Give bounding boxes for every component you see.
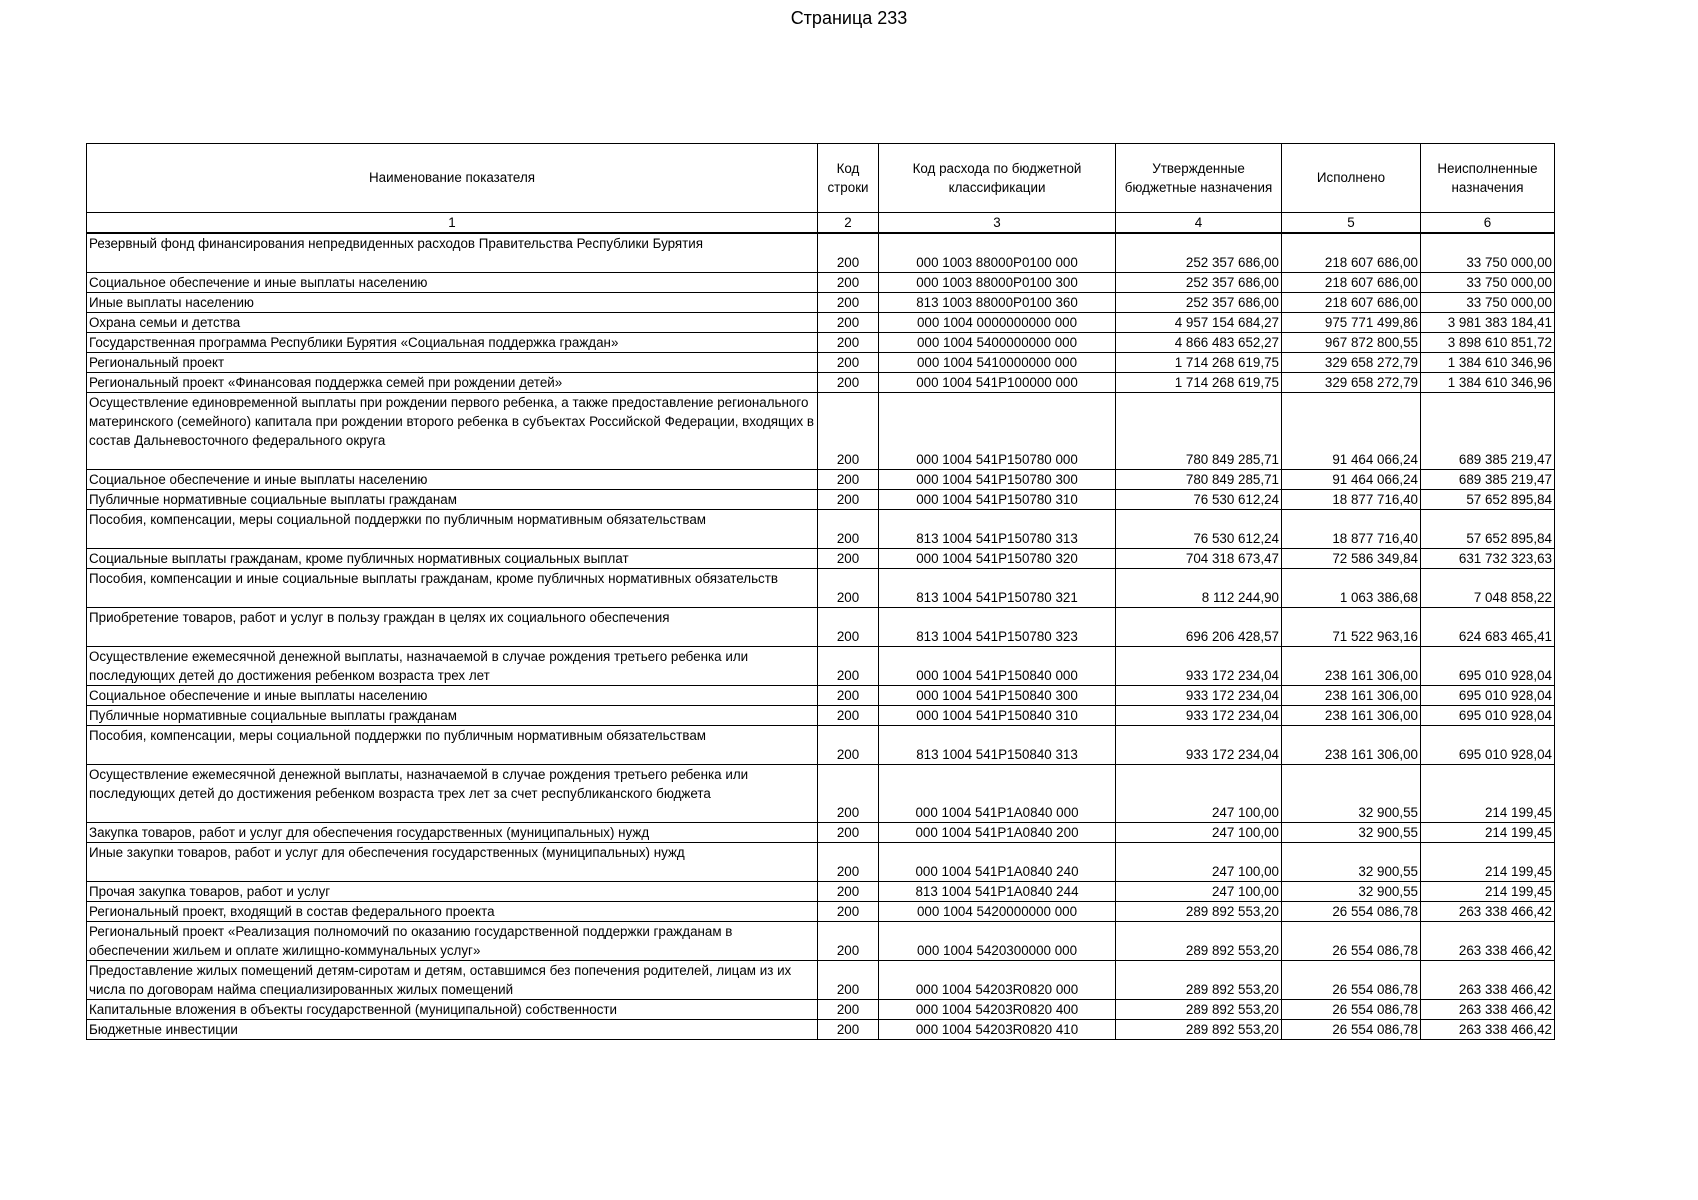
row-name-cell: Социальное обеспечение и иные выплаты населению [87, 470, 818, 490]
row-line-code-cell: 200 [818, 373, 879, 393]
table-row [87, 882, 1555, 902]
table-row [87, 686, 1555, 706]
row-name-cell: Государственная программа Республики Бурятия «Социальная поддержка граждан» [87, 333, 818, 353]
row-kbk-cell: 000 1004 54203R0820 000 [879, 961, 1116, 1000]
row-name-cell: Осуществление ежемесячной денежной выплаты, назначаемой в случае рождения третьего ребенка или последующих детей до достижения ребенком возраста трех лет за счет республиканского бюджета [87, 765, 818, 823]
row-name-cell: Иные закупки товаров, работ и услуг для обеспечения государственных (муниципальных) нужд [87, 843, 818, 882]
row-unexecuted-cell: 3 898 610 851,72 [1421, 333, 1555, 353]
row-name-cell: Прочая закупка товаров, работ и услуг [87, 882, 818, 902]
row-executed-cell: 238 161 306,00 [1282, 686, 1421, 706]
header-executed: Исполнено [1282, 144, 1421, 213]
row-line-code-cell: 200 [818, 233, 879, 273]
row-kbk-cell: 000 1004 541P150780 300 [879, 470, 1116, 490]
table-row [87, 233, 1555, 273]
row-approved-cell: 289 892 553,20 [1116, 922, 1282, 961]
row-kbk-cell: 000 1004 54203R0820 410 [879, 1020, 1116, 1040]
row-approved-cell: 4 866 483 652,27 [1116, 333, 1282, 353]
row-unexecuted-cell: 33 750 000,00 [1421, 233, 1555, 273]
row-executed-cell: 218 607 686,00 [1282, 293, 1421, 313]
row-name-cell: Бюджетные инвестиции [87, 1020, 818, 1040]
row-line-code-cell: 200 [818, 470, 879, 490]
row-line-code-cell: 200 [818, 765, 879, 823]
row-kbk-cell: 000 1004 5420300000 000 [879, 922, 1116, 961]
row-executed-cell: 18 877 716,40 [1282, 510, 1421, 549]
row-unexecuted-cell: 263 338 466,42 [1421, 922, 1555, 961]
row-unexecuted-cell: 33 750 000,00 [1421, 273, 1555, 293]
row-unexecuted-cell: 689 385 219,47 [1421, 470, 1555, 490]
row-executed-cell: 26 554 086,78 [1282, 1020, 1421, 1040]
row-unexecuted-cell: 695 010 928,04 [1421, 726, 1555, 765]
column-number: 4 [1116, 213, 1282, 234]
row-line-code-cell: 200 [818, 823, 879, 843]
row-executed-cell: 967 872 800,55 [1282, 333, 1421, 353]
row-line-code-cell: 200 [818, 313, 879, 333]
row-unexecuted-cell: 624 683 465,41 [1421, 608, 1555, 647]
row-name-cell: Социальные выплаты гражданам, кроме публичных нормативных социальных выплат [87, 549, 818, 569]
row-approved-cell: 933 172 234,04 [1116, 686, 1282, 706]
row-name-cell: Резервный фонд финансирования непредвиденных расходов Правительства Республики Бурятия [87, 233, 818, 273]
row-unexecuted-cell: 1 384 610 346,96 [1421, 353, 1555, 373]
row-unexecuted-cell: 631 732 323,63 [1421, 549, 1555, 569]
row-unexecuted-cell: 214 199,45 [1421, 765, 1555, 823]
row-approved-cell: 933 172 234,04 [1116, 706, 1282, 726]
row-unexecuted-cell: 263 338 466,42 [1421, 1000, 1555, 1020]
row-unexecuted-cell: 263 338 466,42 [1421, 1020, 1555, 1040]
row-approved-cell: 252 357 686,00 [1116, 293, 1282, 313]
row-line-code-cell: 200 [818, 1000, 879, 1020]
column-number-row [87, 213, 1555, 234]
row-kbk-cell: 813 1004 541P150780 321 [879, 569, 1116, 608]
row-kbk-cell: 000 1004 541P150840 000 [879, 647, 1116, 686]
table-row [87, 706, 1555, 726]
header-kbk: Код расхода по бюджетной классификации [879, 144, 1116, 213]
row-kbk-cell: 000 1004 5420000000 000 [879, 902, 1116, 922]
row-kbk-cell: 000 1004 541P1A0840 000 [879, 765, 1116, 823]
row-kbk-cell: 000 1004 541P1A0840 240 [879, 843, 1116, 882]
table-row [87, 313, 1555, 333]
row-name-cell: Пособия, компенсации, меры социальной поддержки по публичным нормативным обязательствам [87, 510, 818, 549]
row-line-code-cell: 200 [818, 549, 879, 569]
row-approved-cell: 933 172 234,04 [1116, 726, 1282, 765]
table-row [87, 647, 1555, 686]
table-row [87, 393, 1555, 470]
row-line-code-cell: 200 [818, 608, 879, 647]
row-kbk-cell: 000 1004 541P100000 000 [879, 373, 1116, 393]
row-kbk-cell: 000 1004 54203R0820 400 [879, 1000, 1116, 1020]
row-line-code-cell: 200 [818, 902, 879, 922]
table-row [87, 961, 1555, 1000]
row-executed-cell: 72 586 349,84 [1282, 549, 1421, 569]
row-approved-cell: 252 357 686,00 [1116, 273, 1282, 293]
row-unexecuted-cell: 1 384 610 346,96 [1421, 373, 1555, 393]
table-row [87, 569, 1555, 608]
row-name-cell: Пособия, компенсации, меры социальной поддержки по публичным нормативным обязательствам [87, 726, 818, 765]
row-approved-cell: 1 714 268 619,75 [1116, 353, 1282, 373]
row-line-code-cell: 200 [818, 686, 879, 706]
row-approved-cell: 247 100,00 [1116, 843, 1282, 882]
row-kbk-cell: 813 1004 541P150780 323 [879, 608, 1116, 647]
row-executed-cell: 26 554 086,78 [1282, 961, 1421, 1000]
row-line-code-cell: 200 [818, 961, 879, 1000]
row-line-code-cell: 200 [818, 647, 879, 686]
row-executed-cell: 71 522 963,16 [1282, 608, 1421, 647]
row-name-cell: Иные выплаты населению [87, 293, 818, 313]
row-approved-cell: 76 530 612,24 [1116, 490, 1282, 510]
column-number: 2 [818, 213, 879, 234]
row-executed-cell: 26 554 086,78 [1282, 902, 1421, 922]
row-approved-cell: 780 849 285,71 [1116, 393, 1282, 470]
table-row [87, 1020, 1555, 1040]
table-row [87, 293, 1555, 313]
row-unexecuted-cell: 33 750 000,00 [1421, 293, 1555, 313]
row-approved-cell: 1 714 268 619,75 [1116, 373, 1282, 393]
row-name-cell: Осуществление единовременной выплаты при рождении первого ребенка, а также предоставление регионального материнского (семейного) капитала при рождении второго ребенка в субъектах Российской Федерации, входящих в состав Дальневосточного федерального округа [87, 393, 818, 470]
table-row [87, 1000, 1555, 1020]
row-name-cell: Региональный проект «Финансовая поддержка семей при рождении детей» [87, 373, 818, 393]
row-line-code-cell: 200 [818, 293, 879, 313]
page-title: Страница 233 [790, 8, 908, 28]
header-line-code: Код строки [818, 144, 879, 213]
row-name-cell: Региональный проект [87, 353, 818, 373]
row-executed-cell: 26 554 086,78 [1282, 922, 1421, 961]
row-approved-cell: 289 892 553,20 [1116, 902, 1282, 922]
table-row [87, 333, 1555, 353]
header-approved: Утвержденные бюджетные назначения [1116, 144, 1282, 213]
row-name-cell: Социальное обеспечение и иные выплаты населению [87, 686, 818, 706]
table-row [87, 902, 1555, 922]
row-kbk-cell: 000 1004 541P150840 310 [879, 706, 1116, 726]
row-approved-cell: 76 530 612,24 [1116, 510, 1282, 549]
row-name-cell: Региональный проект «Реализация полномочий по оказанию государственной поддержки гражданам в обеспечении жильем и оплате жилищно-коммунальных услуг» [87, 922, 818, 961]
row-line-code-cell: 200 [818, 843, 879, 882]
row-line-code-cell: 200 [818, 922, 879, 961]
row-unexecuted-cell: 263 338 466,42 [1421, 902, 1555, 922]
table-row [87, 549, 1555, 569]
row-unexecuted-cell: 695 010 928,04 [1421, 647, 1555, 686]
table-row [87, 273, 1555, 293]
row-approved-cell: 247 100,00 [1116, 823, 1282, 843]
table-row [87, 843, 1555, 882]
row-unexecuted-cell: 695 010 928,04 [1421, 686, 1555, 706]
row-line-code-cell: 200 [818, 333, 879, 353]
row-kbk-cell: 813 1003 88000P0100 360 [879, 293, 1116, 313]
table-row [87, 922, 1555, 961]
row-name-cell: Охрана семьи и детства [87, 313, 818, 333]
table-row [87, 470, 1555, 490]
row-kbk-cell: 000 1004 541P150780 320 [879, 549, 1116, 569]
row-executed-cell: 238 161 306,00 [1282, 647, 1421, 686]
row-executed-cell: 975 771 499,86 [1282, 313, 1421, 333]
row-line-code-cell: 200 [818, 882, 879, 902]
row-kbk-cell: 813 1004 541P1A0840 244 [879, 882, 1116, 902]
row-kbk-cell: 000 1004 541P150780 310 [879, 490, 1116, 510]
row-unexecuted-cell: 214 199,45 [1421, 882, 1555, 902]
table-row [87, 608, 1555, 647]
row-line-code-cell: 200 [818, 273, 879, 293]
row-name-cell: Приобретение товаров, работ и услуг в пользу граждан в целях их социального обеспечения [87, 608, 818, 647]
row-approved-cell: 252 357 686,00 [1116, 233, 1282, 273]
row-kbk-cell: 000 1004 541P150840 300 [879, 686, 1116, 706]
row-executed-cell: 18 877 716,40 [1282, 490, 1421, 510]
row-approved-cell: 8 112 244,90 [1116, 569, 1282, 608]
column-number: 5 [1282, 213, 1421, 234]
row-line-code-cell: 200 [818, 353, 879, 373]
row-executed-cell: 32 900,55 [1282, 765, 1421, 823]
row-approved-cell: 704 318 673,47 [1116, 549, 1282, 569]
row-line-code-cell: 200 [818, 726, 879, 765]
row-name-cell: Региональный проект, входящий в состав федерального проекта [87, 902, 818, 922]
row-approved-cell: 696 206 428,57 [1116, 608, 1282, 647]
row-unexecuted-cell: 57 652 895,84 [1421, 490, 1555, 510]
row-executed-cell: 218 607 686,00 [1282, 233, 1421, 273]
column-number: 3 [879, 213, 1116, 234]
table-row [87, 726, 1555, 765]
row-executed-cell: 218 607 686,00 [1282, 273, 1421, 293]
row-line-code-cell: 200 [818, 1020, 879, 1040]
row-executed-cell: 26 554 086,78 [1282, 1000, 1421, 1020]
row-executed-cell: 329 658 272,79 [1282, 373, 1421, 393]
row-approved-cell: 289 892 553,20 [1116, 1000, 1282, 1020]
row-kbk-cell: 000 1004 541P1A0840 200 [879, 823, 1116, 843]
row-kbk-cell: 000 1004 5410000000 000 [879, 353, 1116, 373]
table-body [87, 233, 1555, 1040]
column-number: 6 [1421, 213, 1555, 234]
row-approved-cell: 933 172 234,04 [1116, 647, 1282, 686]
row-unexecuted-cell: 3 981 383 184,41 [1421, 313, 1555, 333]
row-line-code-cell: 200 [818, 569, 879, 608]
row-unexecuted-cell: 214 199,45 [1421, 843, 1555, 882]
table-row [87, 823, 1555, 843]
row-line-code-cell: 200 [818, 510, 879, 549]
row-executed-cell: 32 900,55 [1282, 882, 1421, 902]
row-approved-cell: 247 100,00 [1116, 882, 1282, 902]
row-unexecuted-cell: 214 199,45 [1421, 823, 1555, 843]
row-executed-cell: 238 161 306,00 [1282, 726, 1421, 765]
row-executed-cell: 1 063 386,68 [1282, 569, 1421, 608]
row-kbk-cell: 000 1004 541P150780 000 [879, 393, 1116, 470]
row-kbk-cell: 000 1003 88000P0100 000 [879, 233, 1116, 273]
row-name-cell: Осуществление ежемесячной денежной выплаты, назначаемой в случае рождения третьего ребенка или последующих детей до достижения ребенком возраста трех лет [87, 647, 818, 686]
row-approved-cell: 780 849 285,71 [1116, 470, 1282, 490]
row-unexecuted-cell: 695 010 928,04 [1421, 706, 1555, 726]
row-executed-cell: 32 900,55 [1282, 823, 1421, 843]
row-name-cell: Капитальные вложения в объекты государственной (муниципальной) собственности [87, 1000, 818, 1020]
row-line-code-cell: 200 [818, 393, 879, 470]
row-executed-cell: 91 464 066,24 [1282, 393, 1421, 470]
header-unexecuted: Неисполненные назначения [1421, 144, 1555, 213]
table-row [87, 373, 1555, 393]
row-name-cell: Закупка товаров, работ и услуг для обеспечения государственных (муниципальных) нужд [87, 823, 818, 843]
row-kbk-cell: 813 1004 541P150840 313 [879, 726, 1116, 765]
row-approved-cell: 289 892 553,20 [1116, 961, 1282, 1000]
table-row [87, 353, 1555, 373]
row-name-cell: Предоставление жилых помещений детям-сиротам и детям, оставшимся без попечения родителей, лицам из их числа по договорам найма специализированных жилых помещений [87, 961, 818, 1000]
row-unexecuted-cell: 263 338 466,42 [1421, 961, 1555, 1000]
column-number: 1 [87, 213, 818, 234]
row-approved-cell: 289 892 553,20 [1116, 1020, 1282, 1040]
row-kbk-cell: 000 1004 5400000000 000 [879, 333, 1116, 353]
row-unexecuted-cell: 7 048 858,22 [1421, 569, 1555, 608]
row-executed-cell: 238 161 306,00 [1282, 706, 1421, 726]
row-unexecuted-cell: 57 652 895,84 [1421, 510, 1555, 549]
row-executed-cell: 91 464 066,24 [1282, 470, 1421, 490]
row-kbk-cell: 000 1003 88000P0100 300 [879, 273, 1116, 293]
row-name-cell: Социальное обеспечение и иные выплаты населению [87, 273, 818, 293]
row-executed-cell: 329 658 272,79 [1282, 353, 1421, 373]
row-unexecuted-cell: 689 385 219,47 [1421, 393, 1555, 470]
budget-execution-table [86, 143, 1555, 1040]
table-row [87, 765, 1555, 823]
row-line-code-cell: 200 [818, 490, 879, 510]
table-row [87, 490, 1555, 510]
row-name-cell: Публичные нормативные социальные выплаты гражданам [87, 490, 818, 510]
table-row [87, 510, 1555, 549]
row-approved-cell: 247 100,00 [1116, 765, 1282, 823]
row-line-code-cell: 200 [818, 706, 879, 726]
header-name: Наименование показателя [87, 144, 818, 213]
row-approved-cell: 4 957 154 684,27 [1116, 313, 1282, 333]
row-executed-cell: 32 900,55 [1282, 843, 1421, 882]
row-name-cell: Пособия, компенсации и иные социальные выплаты гражданам, кроме публичных нормативных обязательств [87, 569, 818, 608]
row-kbk-cell: 000 1004 0000000000 000 [879, 313, 1116, 333]
row-kbk-cell: 813 1004 541P150780 313 [879, 510, 1116, 549]
row-name-cell: Публичные нормативные социальные выплаты гражданам [87, 706, 818, 726]
